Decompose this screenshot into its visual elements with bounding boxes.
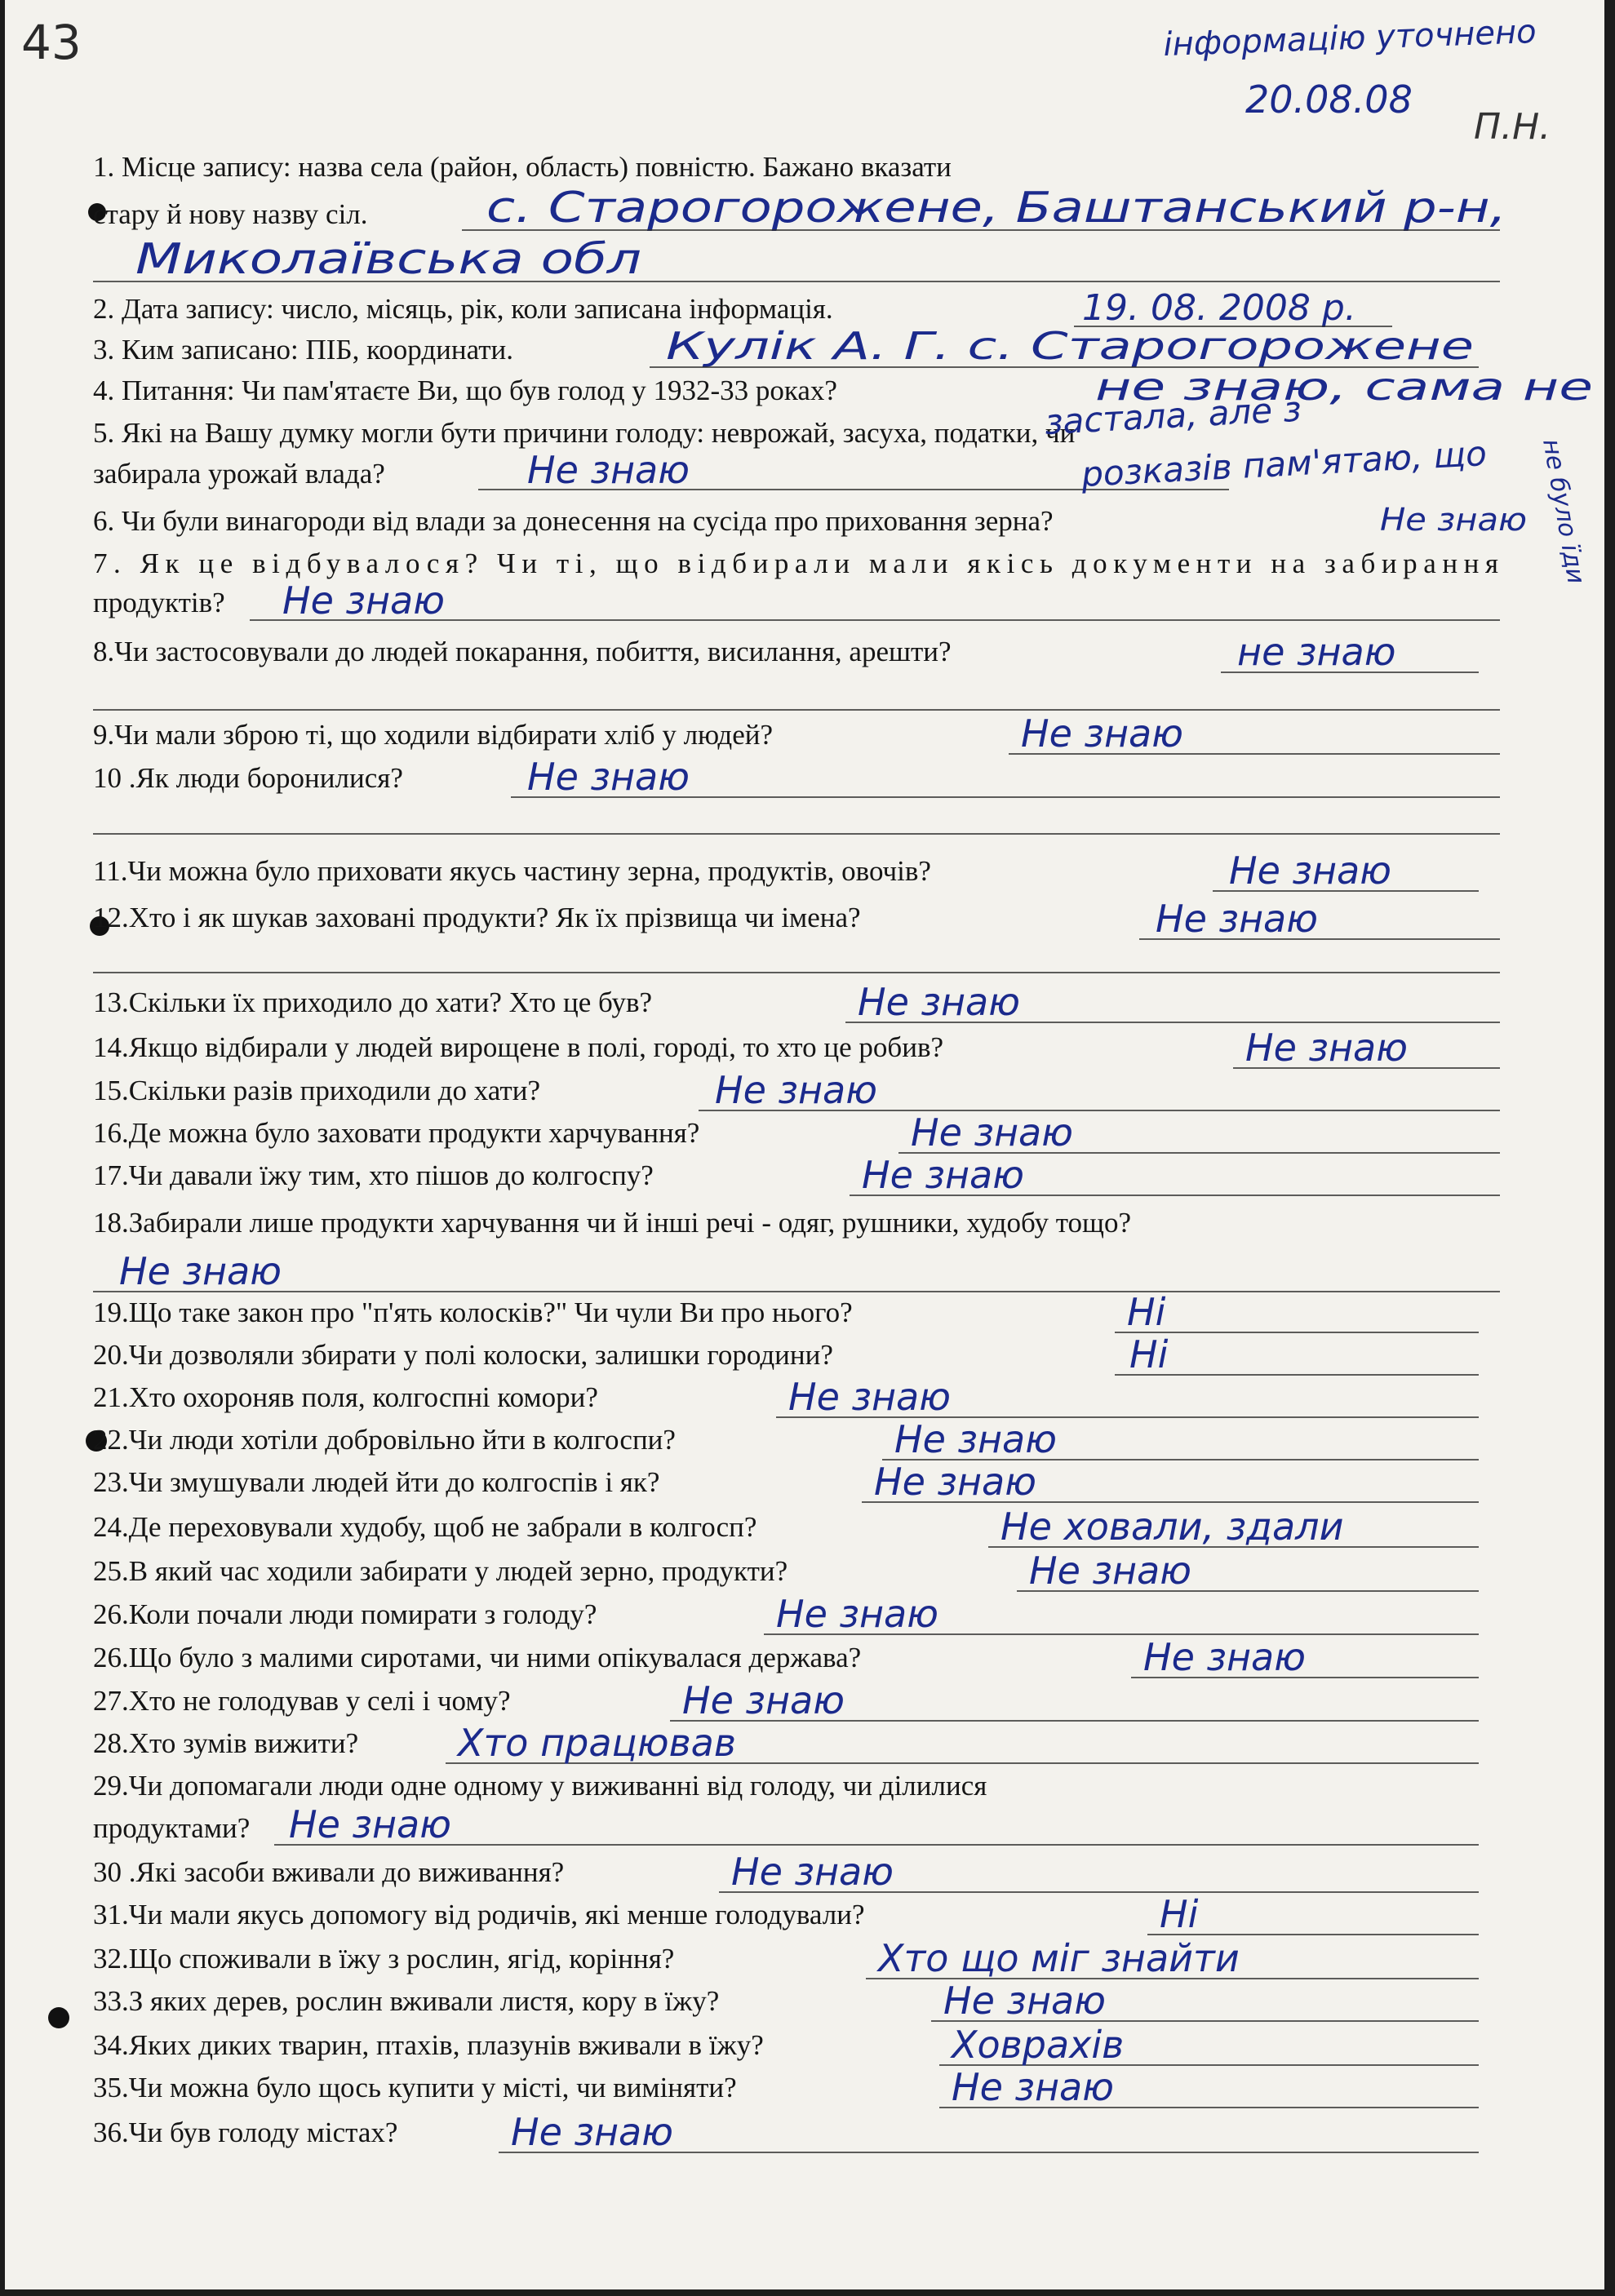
question-answer: Не знаю (1156, 897, 1318, 941)
question-text: 27.Хто не голодував у селі і чому? (93, 1685, 511, 1717)
q4-text: 4. Питання: Чи пам'ятаєте Ви, що був голод у 1932-33 роках? (93, 375, 837, 406)
question-text: 35.Чи можна було щось купити у місті, чи виміняти? (93, 2072, 737, 2103)
question-row (93, 755, 1500, 834)
question-text: 36.Чи був голоду містах? (93, 2116, 398, 2148)
question-answer: Не знаю (1029, 1549, 1191, 1593)
question-row (93, 1207, 1500, 1293)
q6-answer: Не знаю (1380, 502, 1527, 538)
question-answer: Не знаю (715, 1068, 877, 1112)
question-answer: Ховрахів (952, 2023, 1125, 2067)
question-answer: Не знаю (776, 1592, 938, 1636)
question-text: 32.Що споживали в їжу з рослин, ягід, коріння? (93, 1943, 675, 1975)
question-row (93, 1110, 1500, 1155)
question-text: 26.Що було з малими сиротами, чи ними опікувалася держава? (93, 1642, 862, 1673)
question-row (93, 897, 1500, 973)
question-row (93, 1979, 1479, 2023)
question-answer: Не знаю (1229, 849, 1391, 893)
question-text: 26.Коли почали люди помирати з голоду? (93, 1598, 597, 1630)
question-answer: Не знаю (943, 1979, 1106, 2023)
question-text: 22.Чи люди хотіли добровільно йти в колгоспи? (93, 1424, 676, 1456)
question-answer: Не знаю (788, 1375, 951, 1419)
question-row (93, 1332, 1479, 1376)
page-number: 43 (21, 15, 82, 70)
question-text: 11.Чи можна було приховати якусь частину зерна, продуктів, овочів? (93, 855, 931, 887)
q3-answer: Кулік А. Г. с. Старогорожене (666, 324, 1474, 368)
question-text: 31.Чи мали якусь допомогу від родичів, які менше голодували? (93, 1899, 865, 1930)
q5-line2: забирала урожай влада? (93, 458, 385, 490)
question-text: 12.Хто і як шукав заховані продукти? Як їх прізвища чи імена? (93, 902, 861, 933)
question-text: 8.Чи застосовували до людей покарання, побиття, висилання, арешти? (93, 636, 952, 667)
question-text: 13.Скільки їх приходило до хати? Хто це був? (93, 986, 653, 1018)
question-answer: Не знаю (682, 1678, 845, 1722)
question-answer: Ні (1160, 1892, 1199, 1936)
q5-answer: Не знаю (527, 448, 690, 492)
question-row (93, 1068, 1500, 1112)
q4-answer: не знаю, сама не (1095, 365, 1593, 409)
question-answer: Не знаю (894, 1417, 1057, 1461)
q5-line1: 5. Які на Вашу думку могли бути причини голоду: неврожай, засуха, податки, чи (93, 417, 1076, 449)
q1-answer1: с. Старогорожене, Баштанський р-н, (486, 184, 1506, 233)
question-text: 9.Чи мали зброю ті, що ходили відбирати хліб у людей? (93, 719, 774, 751)
question-text: 10 .Як люди боронилися? (93, 762, 403, 794)
q1-line1: 1. Місце запису: назва села (район, область) повністю. Бажано вказати (93, 151, 952, 183)
question-text: 33.З яких дерев, рослин вживали листя, кору в їжу? (93, 1985, 720, 2017)
q2-text: 2. Дата запису: число, місяць, рік, коли записана інформація. (93, 293, 833, 325)
question-row (93, 1721, 1479, 1765)
question-text: 17.Чи давали їжу тим, хто пішов до колгоспу? (93, 1159, 654, 1191)
question-answer: Не знаю (119, 1249, 282, 1293)
punch-hole (48, 2007, 69, 2028)
question-answer: Не ховали, здали (1001, 1505, 1344, 1549)
question-answer: Не знаю (858, 980, 1020, 1024)
question-row (93, 630, 1500, 710)
q5-note2: розказів пам'ятаю, що (1080, 433, 1488, 494)
q7-line1: 7. Як це відбувалося? Чи ті, що відбирали мали якісь документи на забирання (93, 547, 1499, 579)
question-row (93, 849, 1479, 893)
question-text: 29.Чи допомагали люди одне одному у виживанні від голоду, чи ділилися (93, 1770, 987, 1802)
question-text: 14.Якщо відбирали у людей вирощене в полі, городі, то хто це робив? (93, 1031, 944, 1063)
question-answer: Не знаю (1143, 1635, 1306, 1679)
question-text: 16.Де можна було заховати продукти харчування? (93, 1117, 700, 1149)
question-row (93, 1770, 1479, 1846)
question-row (93, 1417, 1479, 1461)
questions-list (93, 630, 1500, 2154)
question-answer: Не знаю (1021, 711, 1183, 756)
question-row (93, 1678, 1479, 1722)
question-row (93, 2023, 1479, 2067)
question-text: 25.В який час ходили забирати у людей зерно, продукти? (93, 1555, 788, 1587)
q2-answer: 19. 08. 2008 р. (1082, 287, 1356, 329)
questionnaire-page (5, 0, 1604, 2289)
question-row (93, 980, 1500, 1024)
question-answer: Хто працював (458, 1721, 736, 1765)
q6-text: 6. Чи були винагороди від влади за донесення на сусіда про приховання зерна? (93, 505, 1054, 537)
question-answer: Не знаю (862, 1153, 1024, 1197)
question-answer: Ні (1127, 1290, 1166, 1334)
question-answer: Не знаю (952, 2065, 1114, 2109)
question-answer: Не знаю (527, 755, 690, 799)
q1-line2: стару й нову назву сіл. (93, 198, 368, 230)
question-row (93, 2065, 1479, 2109)
question-text: 18.Забирали лише продукти харчування чи й інші речі - одяг, рушники, худобу тощо? (93, 1207, 1132, 1239)
question-text: 19.Що таке закон про "п'ять колосків?" Чи чули Ви про нього? (93, 1296, 853, 1328)
question-row (93, 1290, 1479, 1334)
question-row (93, 1505, 1479, 1549)
question-row (93, 1850, 1479, 1894)
q1-answer2: Миколаївська обл (135, 235, 641, 284)
question-row (93, 1635, 1479, 1679)
question-text-cont: продуктами? (93, 1812, 251, 1844)
question-row (93, 1153, 1500, 1197)
question-text: 28.Хто зумів вижити? (93, 1727, 359, 1759)
q7-line2: продуктів? (93, 587, 225, 618)
question-text: 23.Чи змушували людей йти до колгоспів і як? (93, 1466, 660, 1498)
question-text: 15.Скільки разів приходили до хати? (93, 1075, 540, 1106)
question-text: 24.Де переховували худобу, щоб не забрали в колгосп? (93, 1511, 757, 1543)
header-mark: П.Н. (1474, 106, 1551, 148)
question-text: 20.Чи дозволяли збирати у полі колоски, залишки городини? (93, 1339, 833, 1371)
question-row (93, 1592, 1479, 1636)
question-answer: не знаю (1237, 630, 1396, 674)
question-row (93, 1549, 1479, 1593)
q3-text: 3. Ким записано: ПІБ, координати. (93, 334, 514, 366)
q5-note1: застала, але з (1043, 388, 1302, 442)
question-answer: Не знаю (1245, 1026, 1408, 1070)
question-row (93, 1026, 1500, 1070)
question-row (93, 1892, 1479, 1936)
question-text: 21.Хто охороняв поля, колгоспні комори? (93, 1381, 598, 1413)
question-answer: Не знаю (731, 1850, 894, 1894)
question-answer: Не знаю (289, 1802, 451, 1846)
question-answer: Ні (1129, 1332, 1169, 1376)
question-answer: Не знаю (874, 1460, 1036, 1504)
question-row (93, 711, 1500, 756)
header-note-text: інформацію уточнено (1162, 13, 1537, 64)
question-answer: Хто що міг знайти (878, 1936, 1240, 1980)
question-text: 34.Яких диких тварин, птахів, плазунів вживали в їжу? (93, 2029, 764, 2061)
question-answer: Не знаю (911, 1110, 1073, 1155)
question-text: 30 .Які засоби вживали до виживання? (93, 1856, 565, 1888)
q7-answer: Не знаю (282, 578, 445, 623)
question-row (93, 1936, 1479, 1980)
question-row (93, 1460, 1479, 1504)
page-content (5, 0, 1604, 2289)
q6-side-note: не було їди (1537, 437, 1591, 587)
question-row (93, 1375, 1479, 1419)
header-note-date: 20.08.08 (1245, 78, 1413, 122)
question-row (93, 2110, 1479, 2154)
question-answer: Не знаю (511, 2110, 673, 2154)
